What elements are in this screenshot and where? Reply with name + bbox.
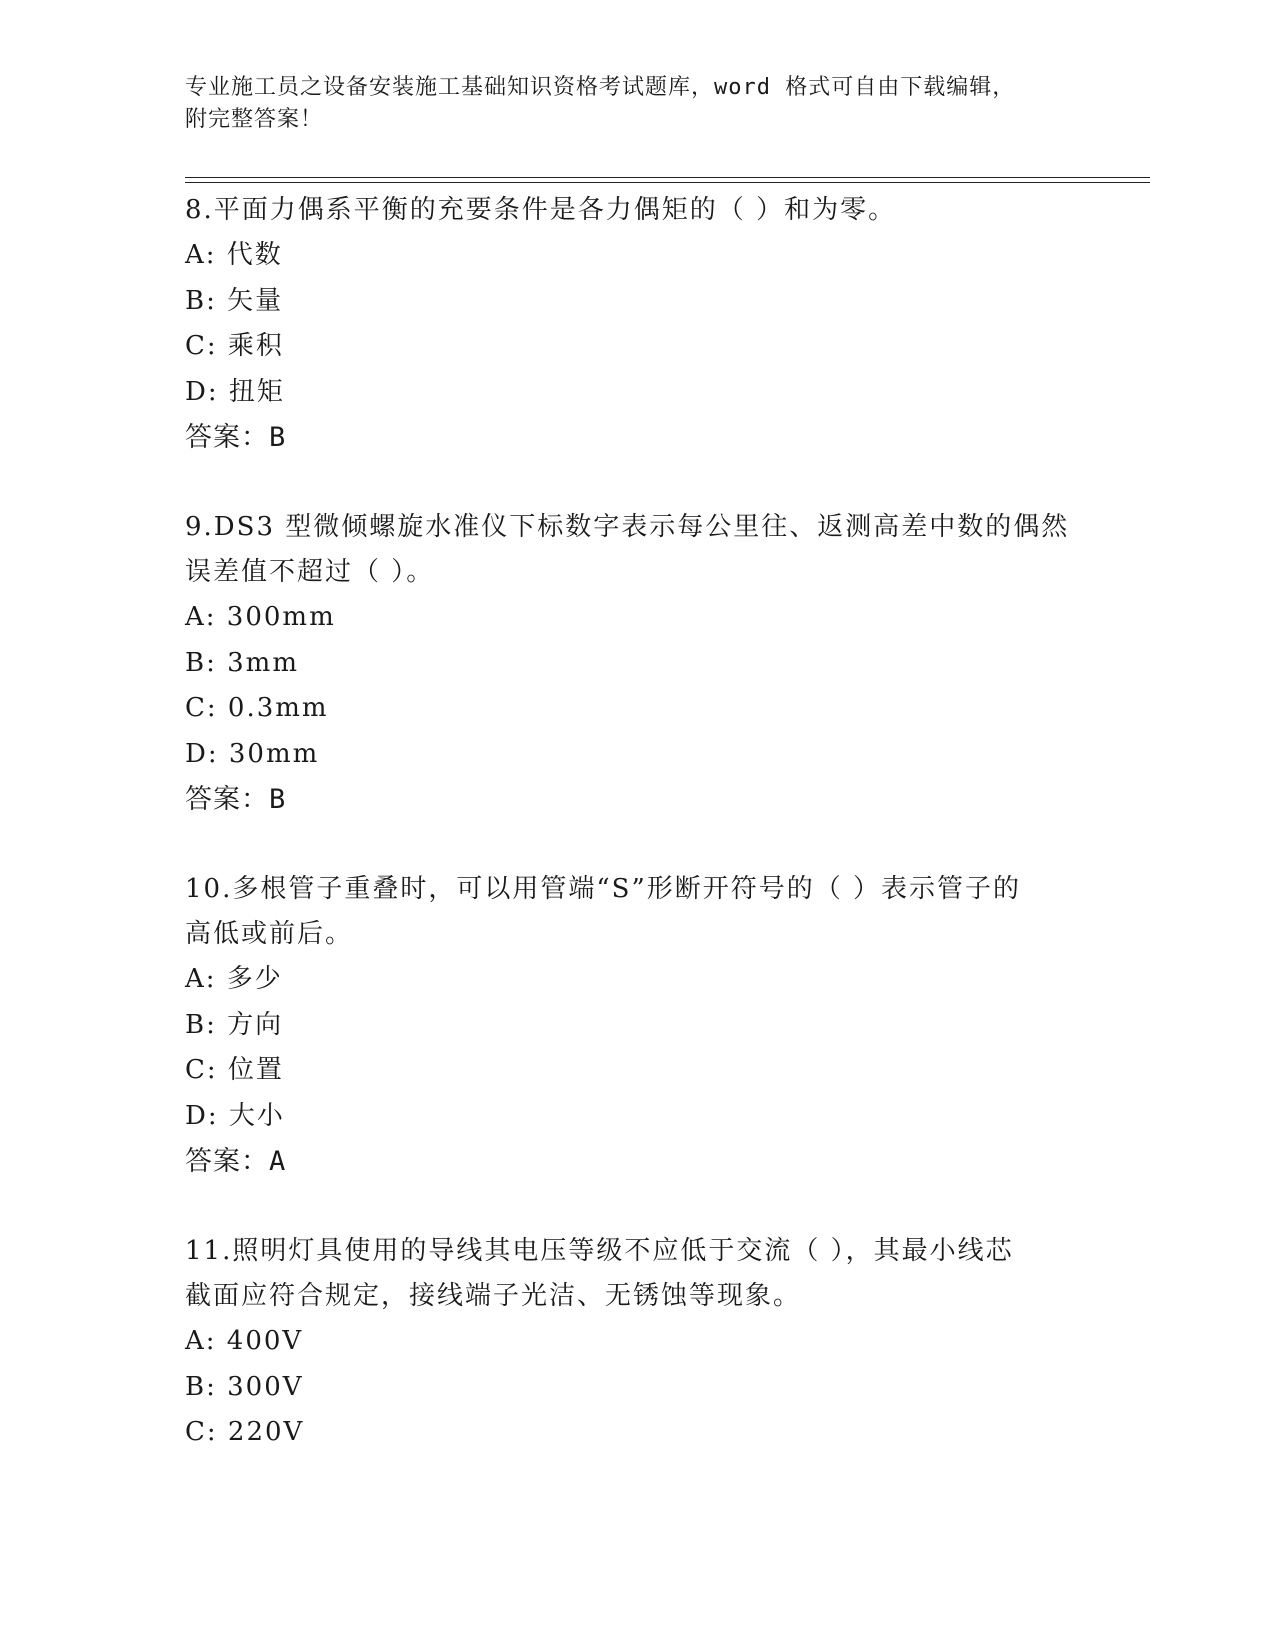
question-text-line-1: 9.DS3 型微倾螺旋水准仪下标数字表示每公里往、返测高差中数的偶然: [185, 512, 1070, 542]
option-b: B: 3mm: [185, 647, 299, 678]
question-11: [185, 1229, 1085, 1456]
option-d: D: 大小: [185, 1100, 285, 1131]
question-text-line-2: 截面应符合规定，接线端子光洁、无锈蚀等现象。: [185, 1281, 802, 1311]
question-text-line-1: 10.多根管子重叠时，可以用管端“S”形断开符号的（ ）表示管子的: [185, 874, 1022, 904]
header-line-1: 专业施工员之设备安装施工基础知识资格考试题库，word 格式可自由下载编辑，: [185, 75, 1016, 100]
option-a: A: 400V: [185, 1326, 304, 1356]
document-header: [185, 72, 1065, 136]
option-c: C: 位置: [185, 1055, 284, 1085]
question-text-line-2: 误差值不超过（ ）。: [185, 557, 435, 587]
option-a: A: 代数: [185, 240, 283, 270]
answer: 答案：B: [185, 784, 287, 815]
answer: 答案：B: [185, 422, 287, 453]
question-9: [185, 505, 1085, 822]
option-b: B: 矢量: [185, 285, 284, 316]
option-c: C: 220V: [185, 1417, 305, 1447]
option-a: A: 多少: [185, 964, 283, 994]
question-text-line-1: 11.照明灯具使用的导线其电压等级不应低于交流（ ），其最小线芯: [185, 1236, 1014, 1266]
option-c: C: 0.3mm: [185, 693, 329, 723]
answer: 答案：A: [185, 1146, 287, 1177]
option-c: C: 乘积: [185, 331, 284, 361]
option-a: A: 300mm: [185, 602, 336, 632]
option-b: B: 方向: [185, 1009, 284, 1040]
question-10: [185, 867, 1085, 1184]
option-b: B: 300V: [185, 1371, 304, 1402]
question-text-line-2: 高低或前后。: [185, 919, 354, 949]
header-divider-top: [185, 177, 1150, 178]
option-d: D: 30mm: [185, 738, 320, 769]
option-d: D: 扭矩: [185, 376, 285, 407]
question-text: 8.平面力偶系平衡的充要条件是各力偶矩的（ ）和为零。: [185, 195, 897, 225]
question-8: [185, 188, 1085, 460]
header-line-2: 附完整答案！: [185, 107, 324, 132]
header-divider-bottom: [185, 182, 1150, 183]
